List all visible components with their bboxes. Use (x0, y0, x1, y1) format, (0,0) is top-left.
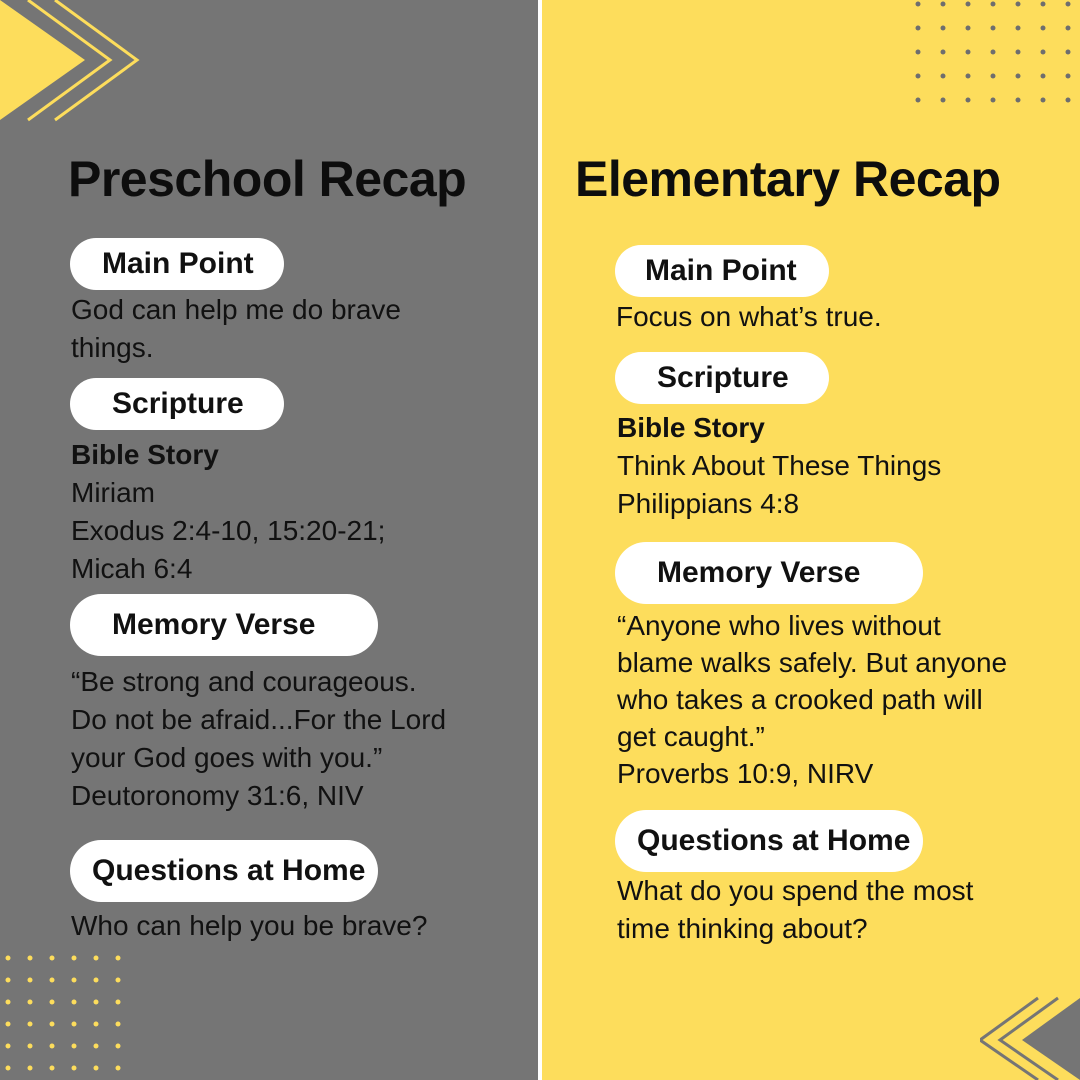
question-text: Who can help you be brave? (71, 910, 428, 941)
main-point-pill: Main Point (615, 245, 829, 297)
arrow-decoration-icon (0, 0, 150, 125)
preschool-title: Preschool Recap (68, 151, 467, 207)
reference: Philippians 4:8 (617, 488, 800, 519)
panel-divider (538, 0, 542, 1080)
verse-reference: Deutoronomy 31:6, NIV (71, 780, 364, 811)
verse-line2: Do not be afraid...For the Lord (71, 704, 447, 735)
main-point-text-line1: God can help me do brave (71, 294, 401, 325)
main-point-pill: Main Point (70, 238, 284, 290)
dot-grid-decoration-icon (0, 950, 130, 1080)
memory-verse-pill: Memory Verse (615, 542, 923, 604)
verse-line2: blame walks safely. But anyone (617, 647, 1008, 678)
main-point-text: Focus on what’s true. (616, 301, 882, 332)
bible-story-label: Bible Story (617, 412, 765, 443)
questions-pill: Questions at Home (70, 840, 378, 902)
elementary-panel (540, 0, 1080, 1080)
scripture-pill: Scripture (70, 378, 284, 430)
verse-line4: get caught.” (617, 721, 765, 752)
reference-line1: Exodus 2:4-10, 15:20-21; (71, 515, 386, 546)
arrow-decoration-icon (980, 990, 1080, 1080)
verse-line1: “Anyone who lives without (617, 610, 941, 641)
reference-line2: Micah 6:4 (71, 553, 193, 584)
verse-reference: Proverbs 10:9, NIRV (617, 758, 874, 789)
verse-line3: who takes a crooked path will (617, 684, 983, 715)
elementary-title: Elementary Recap (575, 151, 1001, 207)
question-line1: What do you spend the most (617, 875, 974, 906)
story-name: Miriam (71, 477, 155, 508)
verse-line3: your God goes with you.” (71, 742, 383, 773)
memory-verse-pill: Memory Verse (70, 594, 378, 656)
question-line2: time thinking about? (617, 913, 868, 944)
dot-grid-decoration-icon (910, 0, 1080, 115)
bible-story-label: Bible Story (71, 439, 219, 470)
main-point-text-line2: things. (71, 332, 154, 363)
scripture-pill: Scripture (615, 352, 829, 404)
verse-line1: “Be strong and courageous. (71, 666, 417, 697)
questions-pill: Questions at Home (615, 810, 923, 872)
story-name: Think About These Things (617, 450, 942, 481)
